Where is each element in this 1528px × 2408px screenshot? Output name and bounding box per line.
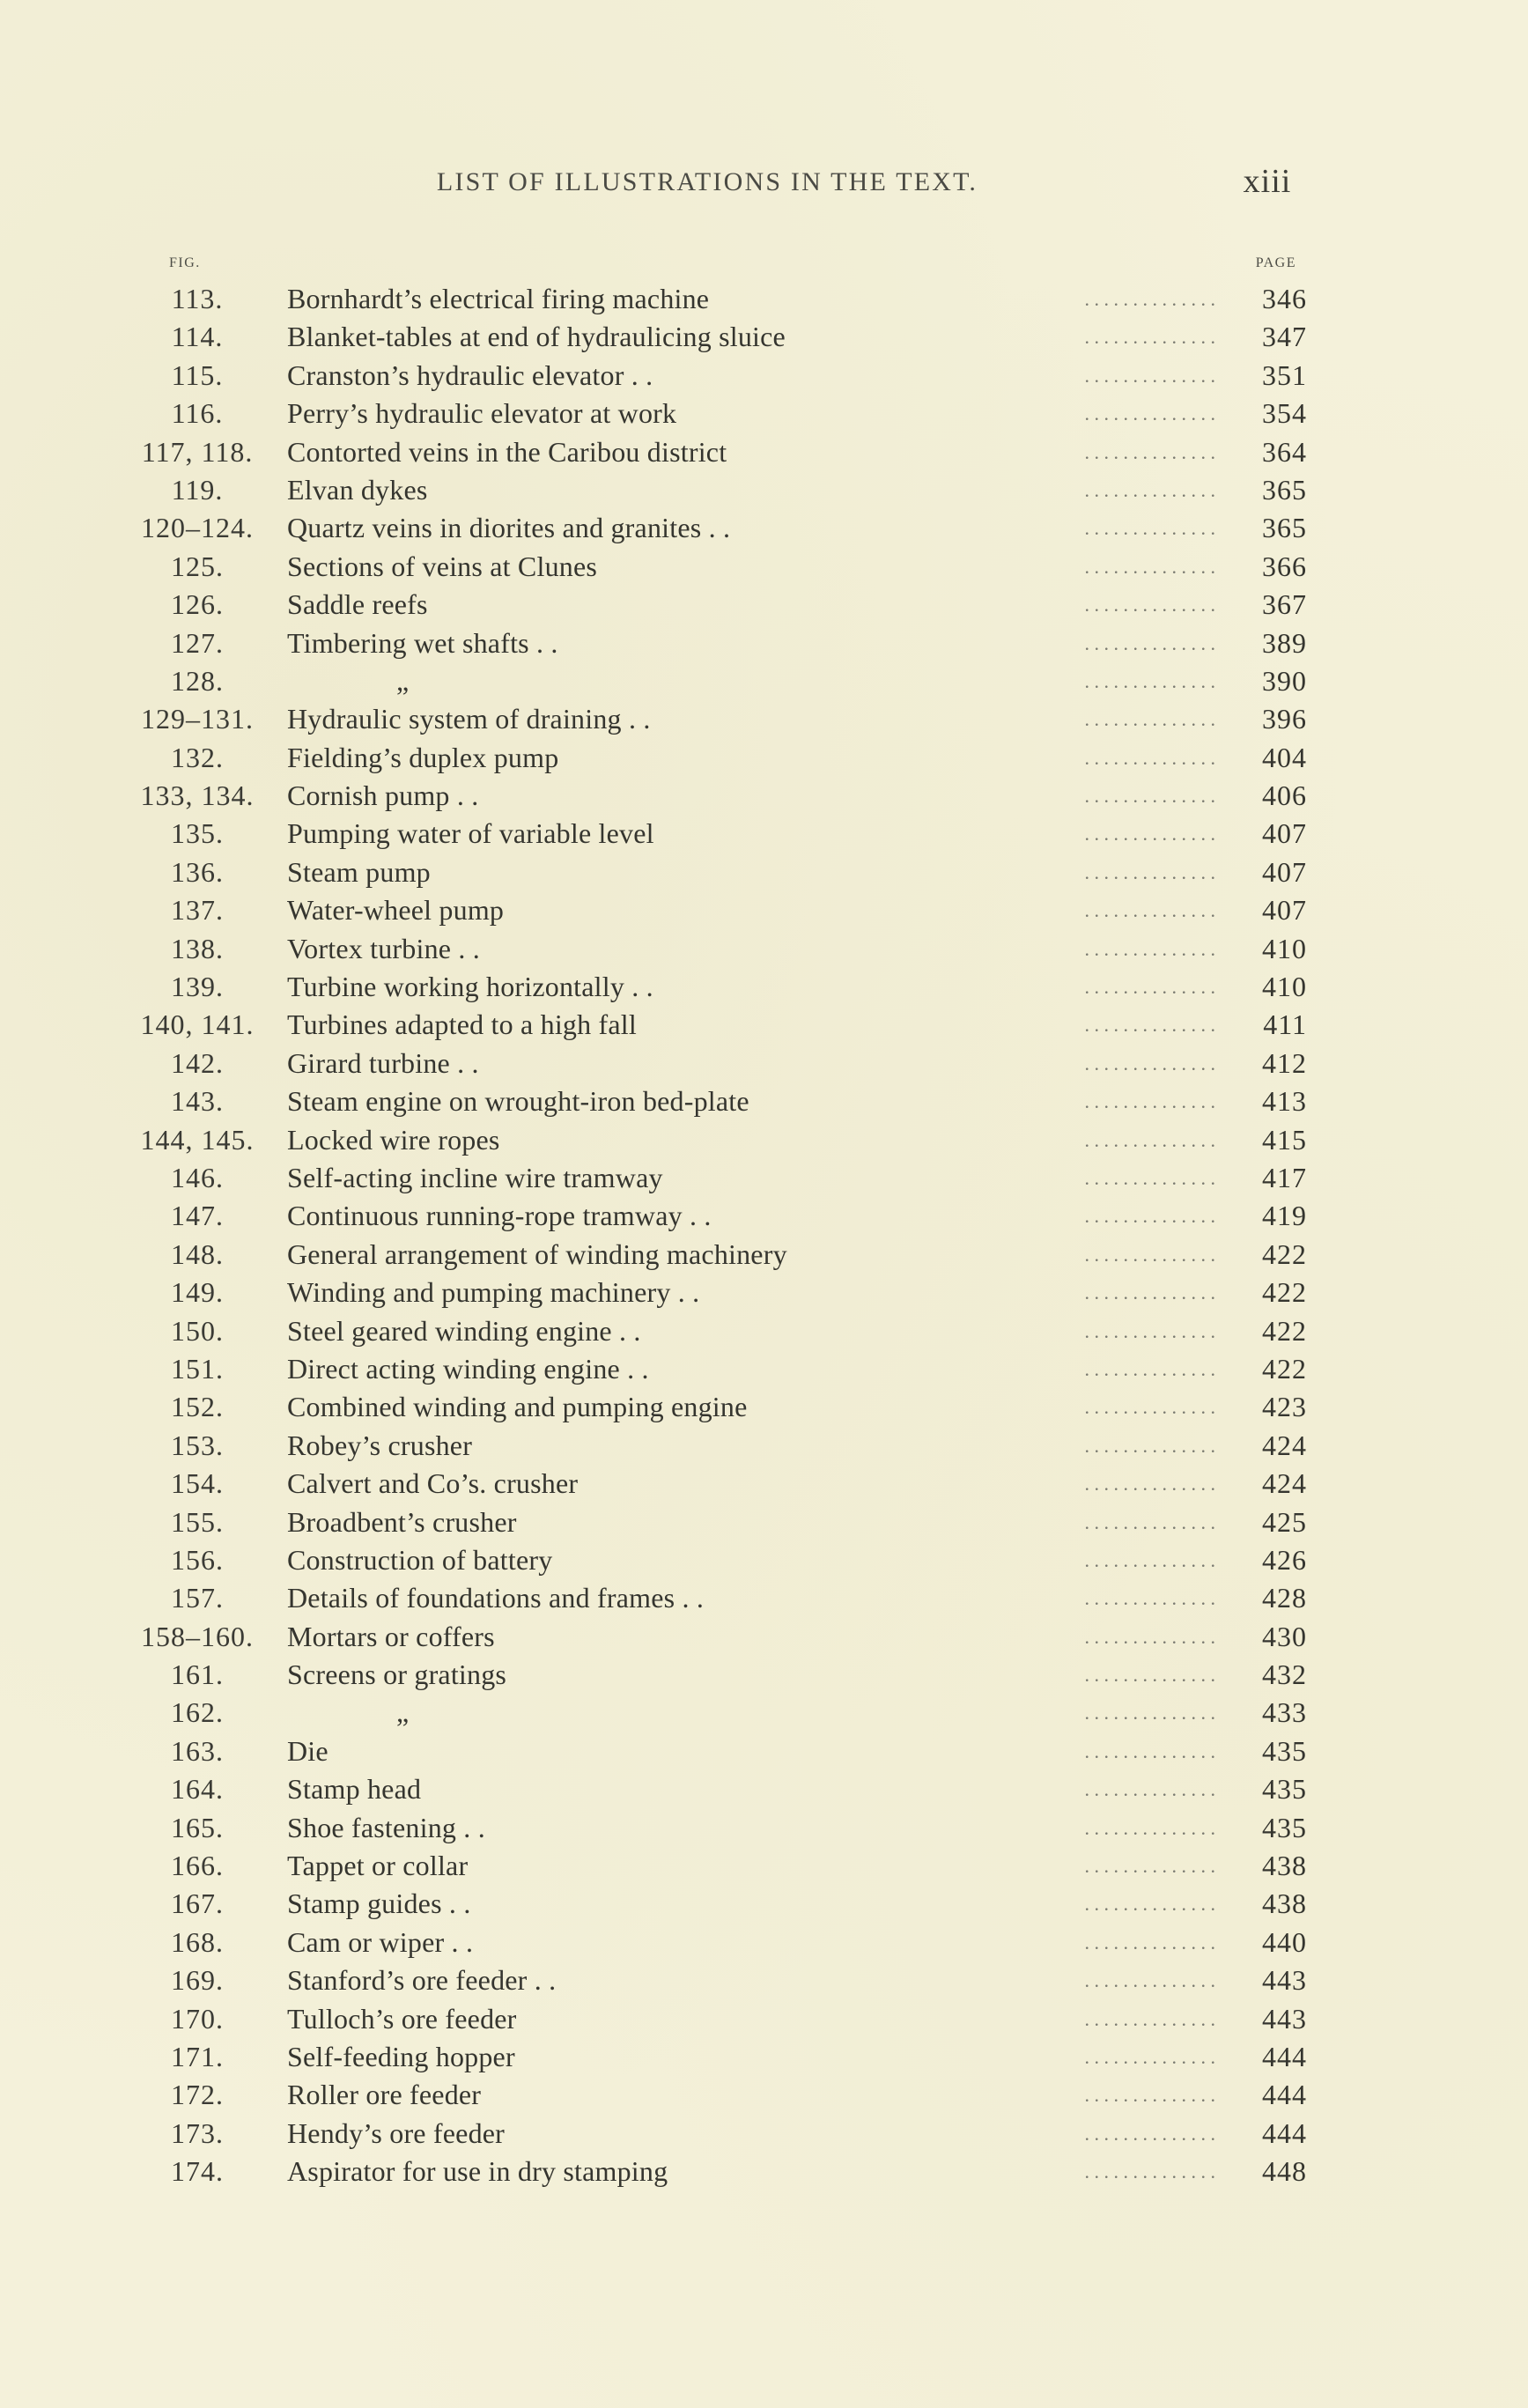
page-reference: 365 (1262, 512, 1307, 544)
figure-title: Die (287, 1734, 328, 1767)
list-item (0, 1847, 1528, 1885)
list-item (0, 968, 1528, 1006)
figure-number: 161. (171, 1658, 224, 1691)
dot-leaders: . . . . . . . . . . . . . . (1084, 746, 1215, 769)
dot-leaders: . . . . . . . . . . . . . . (1084, 1166, 1215, 1189)
figure-title: Steel geared winding engine . . (287, 1314, 641, 1347)
list-item (0, 1427, 1528, 1465)
page-reference: 435 (1262, 1773, 1307, 1806)
list-item (0, 1274, 1528, 1311)
figure-title: General arrangement of winding machinery (287, 1237, 787, 1270)
dot-leaders: . . . . . . . . . . . . . . (1084, 1282, 1215, 1304)
list-item (0, 1350, 1528, 1388)
figure-title: Robey’s crusher (287, 1429, 473, 1461)
figure-number: 143. (171, 1085, 224, 1118)
figure-number: 158–160. (141, 1620, 254, 1652)
figure-number: 157. (171, 1582, 224, 1614)
figure-title: Saddle reefs (287, 588, 428, 621)
list-item (0, 318, 1528, 356)
dot-leaders: . . . . . . . . . . . . . . (1084, 1128, 1215, 1151)
figure-title: Girard turbine . . (287, 1046, 479, 1079)
list-item (0, 815, 1528, 853)
dot-leaders: . . . . . . . . . . . . . . (1084, 1396, 1215, 1419)
page-reference: 419 (1262, 1200, 1307, 1232)
page-reference: 444 (1262, 2079, 1307, 2111)
figure-title: Mortars or coffers (287, 1620, 495, 1652)
figure-title: Timbering wet shafts . . (287, 626, 558, 659)
figure-title: Turbine working horizontally . . (287, 971, 653, 1003)
list-item (0, 280, 1528, 318)
list-item (0, 2000, 1528, 2038)
figure-title: Elvan dykes (287, 473, 428, 506)
list-item (0, 1006, 1528, 1044)
dot-leaders: . . . . . . . . . . . . . . (1084, 708, 1215, 731)
page-reference: 422 (1262, 1352, 1307, 1385)
dot-leaders: . . . . . . . . . . . . . . (1084, 1511, 1215, 1533)
dot-leaders: . . . . . . . . . . . . . . (1084, 861, 1215, 883)
figure-number: 129–131. (141, 703, 254, 735)
figure-number: 140, 141. (140, 1008, 255, 1041)
dot-leaders: . . . . . . . . . . . . . . (1084, 1855, 1215, 1878)
list-item (0, 1312, 1528, 1350)
page-reference: 410 (1262, 932, 1307, 964)
page-reference: 365 (1262, 473, 1307, 506)
figure-number: 135. (171, 817, 224, 850)
figure-number: 153. (171, 1429, 224, 1461)
list-item (0, 357, 1528, 395)
fig-column-header: FIG. (169, 255, 201, 270)
figure-title: Roller ore feeder (287, 2079, 482, 2111)
figure-number: 139. (171, 971, 224, 1003)
list-item (0, 509, 1528, 547)
figure-number: 154. (171, 1467, 224, 1500)
figure-title: Cranston’s hydraulic elevator . . (287, 358, 653, 391)
figure-title: Self-acting incline wire tramway (287, 1161, 663, 1193)
figure-title: Locked wire ropes (287, 1123, 500, 1156)
dot-leaders: . . . . . . . . . . . . . . (1084, 1816, 1215, 1839)
dot-leaders: . . . . . . . . . . . . . . (1084, 2084, 1215, 2107)
list-item (0, 395, 1528, 432)
figure-title: Blanket-tables at end of hydraulicing sluice (287, 321, 786, 353)
figure-title: Cam or wiper . . (287, 1925, 474, 1958)
figure-number: 144, 145. (140, 1123, 255, 1156)
list-item (0, 1388, 1528, 1426)
list-item (0, 2153, 1528, 2190)
dot-leaders: . . . . . . . . . . . . . . (1084, 1587, 1215, 1610)
figure-number: 173. (171, 2116, 224, 2149)
dot-leaders: . . . . . . . . . . . . . . (1084, 785, 1215, 808)
list-item (0, 1121, 1528, 1159)
page-reference: 440 (1262, 1925, 1307, 1958)
figure-title: Shoe fastening . . (287, 1811, 485, 1843)
dot-leaders: . . . . . . . . . . . . . . (1084, 1740, 1215, 1762)
figure-number: 152. (171, 1391, 224, 1423)
page-reference: 346 (1262, 283, 1307, 314)
list-item (0, 739, 1528, 777)
dot-leaders: . . . . . . . . . . . . . . (1084, 555, 1215, 578)
dot-leaders: . . . . . . . . . . . . . . (1084, 364, 1215, 387)
page-reference: 444 (1262, 2040, 1307, 2072)
figure-number: 148. (171, 1237, 224, 1270)
figure-title: Hendy’s ore feeder (287, 2116, 506, 2149)
page-reference: 428 (1262, 1582, 1307, 1614)
figure-number: 172. (171, 2079, 224, 2111)
figure-number: 165. (171, 1811, 224, 1843)
figure-title: Screens or gratings (287, 1658, 507, 1691)
figure-title: Steam engine on wrought-iron bed-plate (287, 1085, 749, 1118)
list-item (0, 624, 1528, 662)
page-reference: 433 (1262, 1696, 1307, 1729)
figure-title: Self-feeding hopper (287, 2040, 515, 2072)
dot-leaders: . . . . . . . . . . . . . . (1084, 899, 1215, 922)
figure-number: 116. (171, 397, 224, 430)
figure-title: Tulloch’s ore feeder (287, 2002, 517, 2035)
dot-leaders: . . . . . . . . . . . . . . (1084, 976, 1215, 999)
dot-leaders: . . . . . . . . . . . . . . (1084, 594, 1215, 617)
list-item (0, 662, 1528, 700)
list-item (0, 700, 1528, 738)
page-column-header: PAGE (1255, 255, 1296, 270)
figure-number: 114. (171, 321, 224, 353)
figure-number: 171. (171, 2040, 224, 2072)
figure-number: 151. (171, 1352, 224, 1385)
figure-title: Contorted veins in the Caribou district (287, 435, 727, 468)
page-reference: 366 (1262, 550, 1307, 582)
dot-leaders: . . . . . . . . . . . . . . (1084, 2161, 1215, 2183)
list-item (0, 777, 1528, 815)
dot-leaders: . . . . . . . . . . . . . . (1084, 440, 1215, 463)
dot-leaders: . . . . . . . . . . . . . . (1084, 937, 1215, 960)
page-reference: 422 (1262, 1314, 1307, 1347)
dot-leaders: . . . . . . . . . . . . . . (1084, 1969, 1215, 1992)
dot-leaders: . . . . . . . . . . . . . . (1084, 1243, 1215, 1266)
list-item (0, 1961, 1528, 1999)
figure-title: Direct acting winding engine . . (287, 1352, 649, 1385)
figure-title: Hydraulic system of draining . . (287, 703, 651, 735)
figure-title: Details of foundations and frames . . (287, 1582, 705, 1614)
figure-title: Construction of battery (287, 1543, 553, 1576)
figure-title: Quartz veins in diorites and granites . . (287, 512, 731, 544)
figure-number: 167. (171, 1887, 224, 1920)
dot-leaders: . . . . . . . . . . . . . . (1084, 1014, 1215, 1037)
page-reference: 407 (1262, 855, 1307, 888)
list-item (0, 2076, 1528, 2114)
figure-number: 136. (171, 855, 224, 888)
page-reference: 417 (1262, 1161, 1307, 1193)
figure-number: 166. (171, 1850, 224, 1882)
figure-number: 126. (171, 588, 224, 621)
page-reference: 424 (1262, 1429, 1307, 1461)
figure-number: 133, 134. (140, 779, 255, 812)
figure-number: 117, 118. (141, 435, 254, 468)
dot-leaders: . . . . . . . . . . . . . . (1084, 1931, 1215, 1954)
dot-leaders: . . . . . . . . . . . . . . (1084, 1625, 1215, 1648)
list-item (0, 1924, 1528, 1961)
dot-leaders: . . . . . . . . . . . . . . (1084, 1052, 1215, 1075)
figure-number: 174. (171, 2155, 224, 2188)
running-head (0, 163, 1528, 211)
list-item (0, 1503, 1528, 1541)
dot-leaders: . . . . . . . . . . . . . . (1084, 823, 1215, 846)
page-reference: 367 (1262, 588, 1307, 621)
dot-leaders: . . . . . . . . . . . . . . (1084, 1893, 1215, 1916)
figure-title: Cornish pump . . (287, 779, 479, 812)
figure-number: 127. (171, 626, 224, 659)
dot-leaders: . . . . . . . . . . . . . . (1084, 478, 1215, 501)
page-reference: 407 (1262, 894, 1307, 927)
page-title: LIST OF ILLUSTRATIONS IN THE TEXT. (436, 167, 978, 196)
dot-leaders: . . . . . . . . . . . . . . (1084, 1434, 1215, 1457)
page-reference: 410 (1262, 971, 1307, 1003)
illustration-list (0, 280, 1528, 2191)
page-reference: 432 (1262, 1658, 1307, 1691)
figure-title: Bornhardt’s electrical firing machine (287, 283, 710, 314)
page-reference: 444 (1262, 2116, 1307, 2149)
list-item (0, 471, 1528, 509)
page-reference: 422 (1262, 1276, 1307, 1309)
dot-leaders: . . . . . . . . . . . . . . (1084, 1090, 1215, 1113)
page-reference: 390 (1262, 664, 1307, 697)
list-item (0, 586, 1528, 624)
figure-title: Winding and pumping machinery . . (287, 1276, 700, 1309)
page-reference: 438 (1262, 1850, 1307, 1882)
dot-leaders: . . . . . . . . . . . . . . (1084, 1205, 1215, 1228)
figure-number: 119. (171, 473, 224, 506)
figure-title: Perry’s hydraulic elevator at work (287, 397, 677, 430)
dot-leaders: . . . . . . . . . . . . . . (1084, 1548, 1215, 1571)
dot-leaders: . . . . . . . . . . . . . . (1084, 2122, 1215, 2145)
page-reference: 351 (1262, 358, 1307, 391)
page-reference: 443 (1262, 1964, 1307, 1997)
figure-number: 169. (171, 1964, 224, 1997)
figure-title: Combined winding and pumping engine (287, 1391, 748, 1423)
figure-number: 132. (171, 741, 224, 773)
page-reference: 407 (1262, 817, 1307, 850)
list-item (0, 1694, 1528, 1732)
page-reference: 406 (1262, 779, 1307, 812)
figure-number: 170. (171, 2002, 224, 2035)
figure-number: 168. (171, 1925, 224, 1958)
page-reference: 411 (1263, 1008, 1307, 1041)
dot-leaders: . . . . . . . . . . . . . . (1084, 326, 1215, 349)
figure-number: 142. (171, 1046, 224, 1079)
page-reference: 396 (1262, 703, 1307, 735)
figure-number: 138. (171, 932, 224, 964)
figure-number: 147. (171, 1200, 224, 1232)
dot-leaders: . . . . . . . . . . . . . . (1084, 1357, 1215, 1380)
page-reference: 426 (1262, 1543, 1307, 1576)
dot-leaders: . . . . . . . . . . . . . . (1084, 1778, 1215, 1801)
page-number: xiii (1243, 163, 1292, 200)
list-item (0, 1465, 1528, 1503)
figure-title: Steam pump (287, 855, 431, 888)
page-reference: 435 (1262, 1734, 1307, 1767)
list-item (0, 1082, 1528, 1120)
dot-leaders: . . . . . . . . . . . . . . (1084, 1319, 1215, 1342)
figure-number: 125. (171, 550, 224, 582)
figure-number: 164. (171, 1773, 224, 1806)
dot-leaders: . . . . . . . . . . . . . . (1084, 2007, 1215, 2030)
figure-number: 162. (171, 1696, 224, 1729)
list-item (0, 1885, 1528, 1923)
page-reference: 430 (1262, 1620, 1307, 1652)
figure-title: Vortex turbine . . (287, 932, 480, 964)
dot-leaders: . . . . . . . . . . . . . . (1084, 1664, 1215, 1687)
page-reference: 413 (1262, 1085, 1307, 1118)
page-reference: 347 (1262, 321, 1307, 353)
figure-number: 115. (171, 358, 224, 391)
figure-number: 137. (171, 894, 224, 927)
dot-leaders: . . . . . . . . . . . . . . (1084, 1473, 1215, 1496)
page-reference: 423 (1262, 1391, 1307, 1423)
figure-number: 113. (171, 283, 224, 314)
list-item (0, 1541, 1528, 1579)
list-item (0, 1579, 1528, 1617)
list-item (0, 1618, 1528, 1656)
figure-number: 128. (171, 664, 224, 697)
figure-number: 146. (171, 1161, 224, 1193)
page-reference: 404 (1262, 741, 1307, 773)
page-reference: 425 (1262, 1505, 1307, 1538)
figure-number: 150. (171, 1314, 224, 1347)
page-reference: 424 (1262, 1467, 1307, 1500)
page-reference: 354 (1262, 397, 1307, 430)
list-item (0, 1770, 1528, 1808)
page-reference: 415 (1262, 1123, 1307, 1156)
list-item (0, 1809, 1528, 1847)
figure-title: Turbines adapted to a high fall (287, 1008, 637, 1041)
dot-leaders: . . . . . . . . . . . . . . (1084, 1702, 1215, 1725)
dot-leaders: . . . . . . . . . . . . . . (1084, 632, 1215, 654)
ditto-mark: „ (396, 1696, 410, 1729)
dot-leaders: . . . . . . . . . . . . . . (1084, 403, 1215, 425)
page-reference: 448 (1262, 2155, 1307, 2188)
figure-number: 149. (171, 1276, 224, 1309)
list-item (0, 891, 1528, 929)
figure-title: Calvert and Co’s. crusher (287, 1467, 579, 1500)
list-item (0, 2038, 1528, 2076)
figure-title: Stamp head (287, 1773, 422, 1806)
figure-title: Aspirator for use in dry stamping (287, 2155, 668, 2188)
figure-number: 120–124. (141, 512, 254, 544)
list-item (0, 1732, 1528, 1770)
figure-title: Sections of veins at Clunes (287, 550, 598, 582)
ditto-mark: „ (396, 664, 410, 697)
figure-title: Fielding’s duplex pump (287, 741, 559, 773)
dot-leaders: . . . . . . . . . . . . . . (1084, 517, 1215, 540)
figure-title: Broadbent’s crusher (287, 1505, 517, 1538)
figure-title: Continuous running-rope tramway . . (287, 1200, 712, 1232)
figure-title: Water-wheel pump (287, 894, 505, 927)
figure-number: 155. (171, 1505, 224, 1538)
list-item (0, 853, 1528, 891)
list-item (0, 548, 1528, 586)
dot-leaders: . . . . . . . . . . . . . . (1084, 2045, 1215, 2068)
dot-leaders: . . . . . . . . . . . . . . (1084, 288, 1215, 310)
list-item (0, 1045, 1528, 1082)
figure-number: 163. (171, 1734, 224, 1767)
page-reference: 435 (1262, 1811, 1307, 1843)
figure-title: Tappet or collar (287, 1850, 469, 1882)
figure-number: 156. (171, 1543, 224, 1576)
page-reference: 443 (1262, 2002, 1307, 2035)
list-item (0, 1656, 1528, 1694)
list-item (0, 1159, 1528, 1197)
figure-title: Pumping water of variable level (287, 817, 654, 850)
page-reference: 364 (1262, 435, 1307, 468)
page-reference: 412 (1262, 1046, 1307, 1079)
figure-title: Stanford’s ore feeder . . (287, 1964, 557, 1997)
page-reference: 389 (1262, 626, 1307, 659)
list-item (0, 930, 1528, 968)
page-reference: 422 (1262, 1237, 1307, 1270)
figure-title: Stamp guides . . (287, 1887, 471, 1920)
list-item (0, 1197, 1528, 1235)
list-item (0, 1236, 1528, 1274)
page-reference: 438 (1262, 1887, 1307, 1920)
list-item (0, 2115, 1528, 2153)
list-item (0, 433, 1528, 471)
dot-leaders: . . . . . . . . . . . . . . (1084, 669, 1215, 692)
